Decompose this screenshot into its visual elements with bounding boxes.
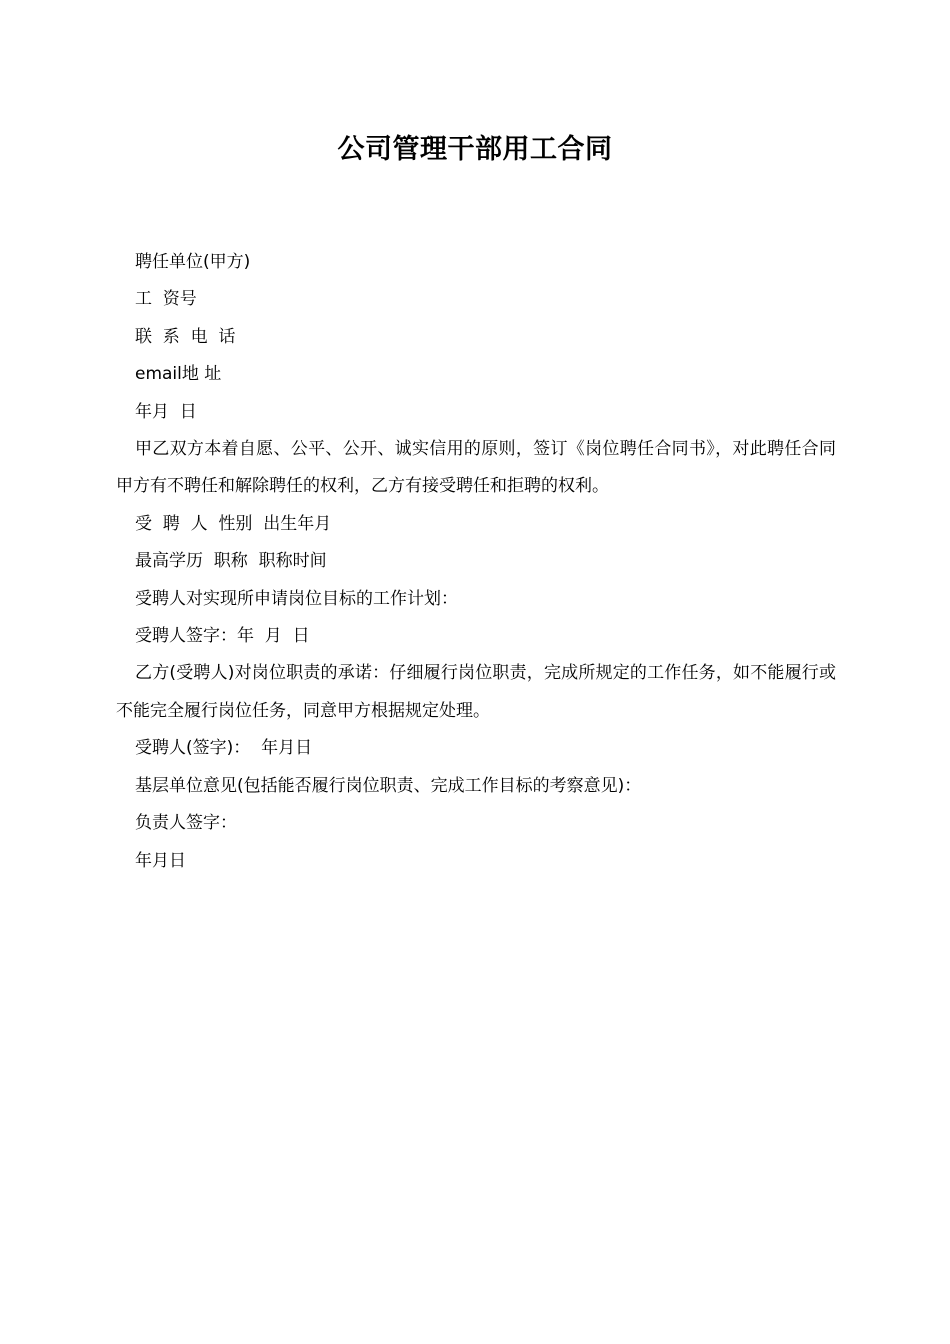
email-address-line: email地 址 (135, 364, 222, 385)
unit-opinion-line: 基层单位意见(包括能否履行岗位职责、完成工作目标的考察意见)： (135, 775, 642, 796)
employee-signature-line: 受聘人(签字)： 年月日 (135, 738, 313, 759)
employee-commitment-paragraph: 乙方(受聘人)对岗位职责的承诺：仔细履行岗位职责，完成所规定的工作任务，如不能履行或不能完全履行岗位任务，同意甲方根据规定处理。 (116, 663, 836, 721)
work-plan-line: 受聘人对实现所申请岗位目标的工作计划： (135, 588, 458, 609)
contract-body (116, 244, 836, 880)
page-title: 公司管理干部用工合同 (337, 134, 613, 165)
employee-info-line: 受 聘 人 性别 出生年月 (135, 513, 332, 534)
responsible-person-signature-line: 负责人签字： (135, 813, 237, 834)
employee-signature-date-line: 受聘人签字：年 月 日 (135, 626, 310, 647)
date-line: 年月 日 (135, 401, 197, 422)
final-date-line: 年月日 (135, 850, 186, 871)
phone-line: 联 系 电 话 (135, 326, 236, 347)
education-title-line: 最高学历 职称 职称时间 (135, 551, 327, 572)
agreement-principle-paragraph: 甲乙双方本着自愿、公平、公开、诚实信用的原则，签订《岗位聘任合同书》，对此聘任合同甲方有不聘任和解除聘任的权利，乙方有接受聘任和拒聘的权利。 (116, 439, 836, 497)
salary-number-line: 工 资号 (135, 289, 197, 310)
employer-unit-line: 聘任单位(甲方) (135, 252, 251, 272)
